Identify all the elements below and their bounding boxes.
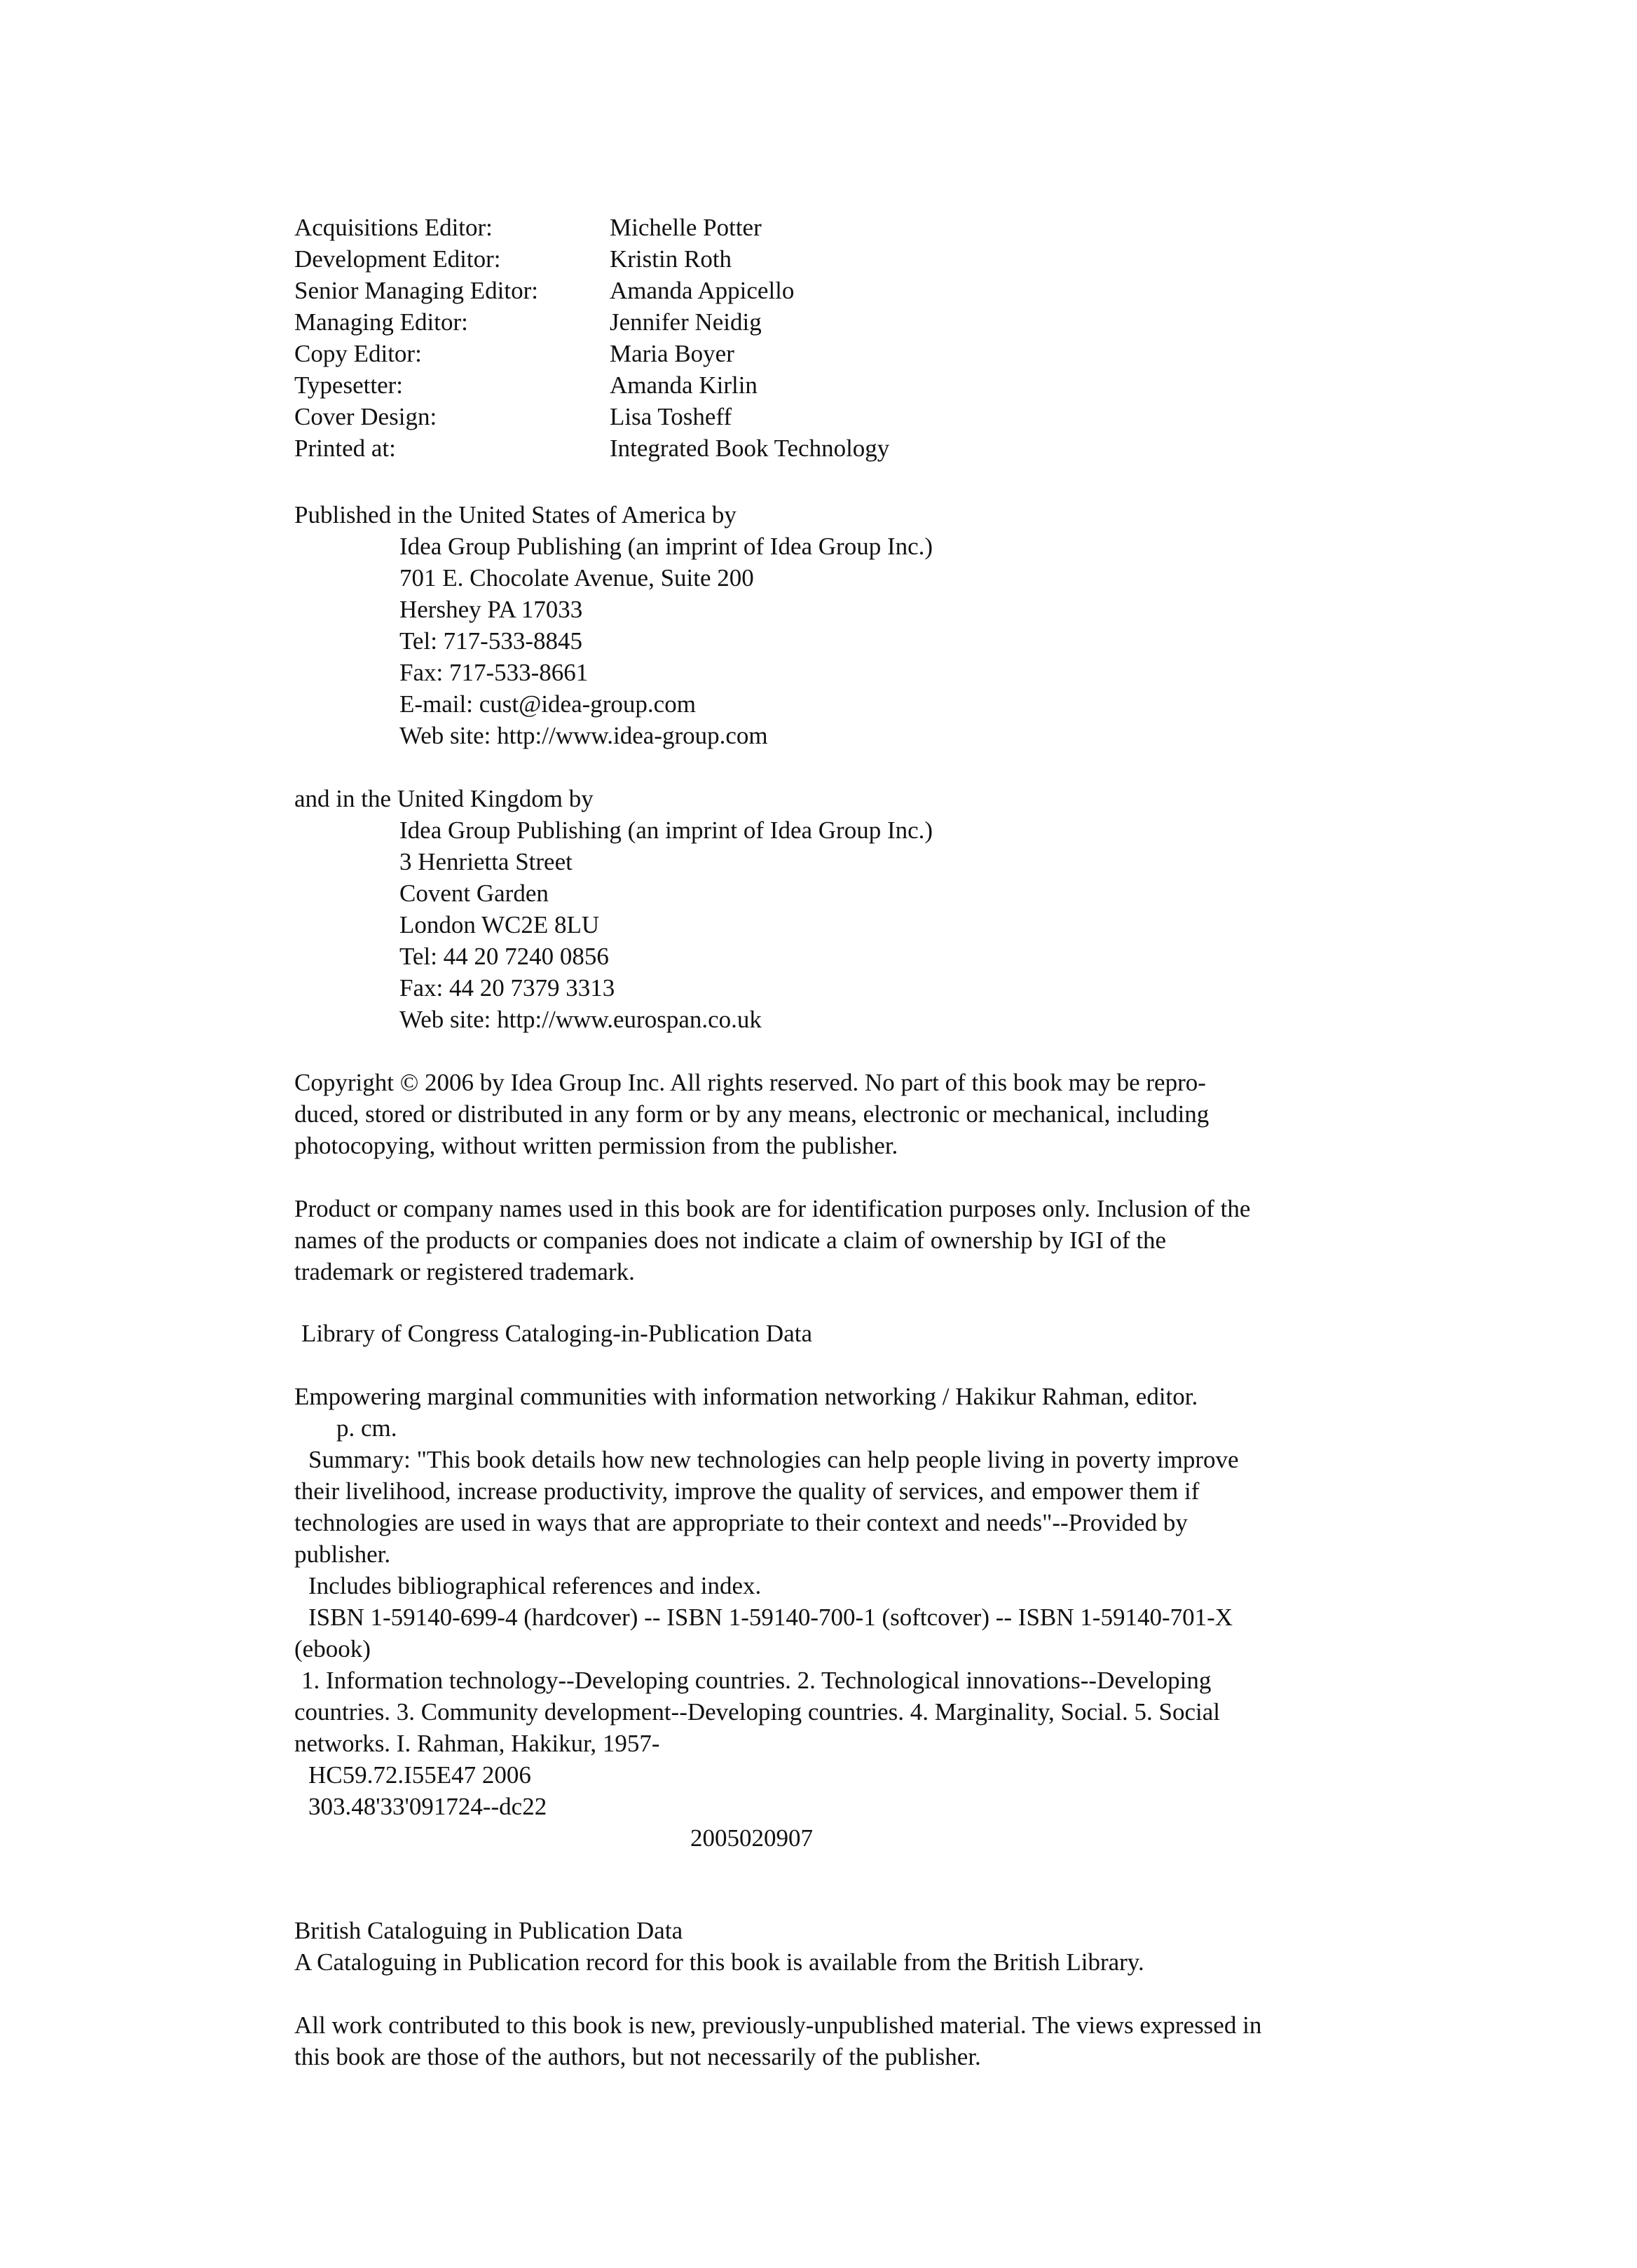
trademark-line: names of the products or companies does not indicate a claim of ownership by IGI of the <box>294 1227 1167 1254</box>
cip-lccn: 2005020907 <box>690 1824 813 1852</box>
credits-list <box>294 212 1359 464</box>
credit-role: Cover Design: <box>294 403 437 430</box>
uk-publisher-website: Web site: http://www.eurospan.co.uk <box>399 1006 762 1033</box>
credit-name: Maria Boyer <box>610 340 734 367</box>
trademark-line: trademark or registered trademark. <box>294 1258 635 1285</box>
uk-publisher-heading: and in the United Kingdom by <box>294 785 594 812</box>
closing-line: this book are those of the authors, but not necessarily of the publisher. <box>294 2043 981 2070</box>
cip-title-line: Empowering marginal communities with information networking / Hakikur Rahman, editor. <box>294 1383 1198 1410</box>
copyright-line: Copyright © 2006 by Idea Group Inc. All rights reserved. No part of this book may be repro- <box>294 1069 1206 1096</box>
us-publisher-heading: Published in the United States of America by <box>294 501 737 528</box>
credit-row <box>294 212 1359 243</box>
us-publisher-line: Idea Group Publishing (an imprint of Idea Group Inc.) <box>399 533 933 560</box>
credit-role: Printed at: <box>294 435 396 462</box>
credit-row <box>294 401 1359 432</box>
credit-name: Lisa Tosheff <box>610 403 732 430</box>
credit-role: Senior Managing Editor: <box>294 277 539 304</box>
loc-heading-block <box>294 1318 1359 1349</box>
trademark-line: Product or company names used in this book are for identification purposes only. Inclusion of the <box>294 1195 1251 1222</box>
credit-name: Jennifer Neidig <box>610 308 762 336</box>
credit-role: Typesetter: <box>294 371 403 399</box>
credit-name: Amanda Appicello <box>610 277 795 304</box>
uk-publisher-line: Tel: 44 20 7240 0856 <box>399 943 609 970</box>
closing-notice <box>294 2009 1359 2072</box>
us-publisher-website: Web site: http://www.idea-group.com <box>399 722 768 749</box>
cip-subject-line: networks. I. Rahman, Hakikur, 1957- <box>294 1730 660 1757</box>
credit-name: Amanda Kirlin <box>610 371 758 399</box>
credit-name: Michelle Potter <box>610 214 762 241</box>
trademark-notice <box>294 1193 1359 1287</box>
us-publisher-line: Tel: 717-533-8845 <box>399 627 582 655</box>
uk-publisher-line: Idea Group Publishing (an imprint of Idea Group Inc.) <box>399 817 933 844</box>
closing-line: All work contributed to this book is new, previously-unpublished material. The views expressed in <box>294 2011 1262 2039</box>
cip-call-number: HC59.72.I55E47 2006 <box>308 1761 531 1789</box>
british-cip-block <box>294 1915 1359 1978</box>
uk-publisher-line: Covent Garden <box>399 880 549 907</box>
us-publisher-line: Hershey PA 17033 <box>399 596 583 623</box>
copyright-line: photocopying, without written permission from the publisher. <box>294 1132 898 1159</box>
uk-publisher-line: Fax: 44 20 7379 3313 <box>399 974 615 1002</box>
credit-row <box>294 432 1359 464</box>
uk-publisher-block <box>294 783 1359 1035</box>
us-publisher-line: 701 E. Chocolate Avenue, Suite 200 <box>399 564 754 592</box>
copyright-notice <box>294 1067 1359 1161</box>
us-publisher-line: Fax: 717-533-8661 <box>399 659 589 686</box>
credit-role: Acquisitions Editor: <box>294 214 493 241</box>
cip-subject-line: countries. 3. Community development--Developing countries. 4. Marginality, Social. 5. Social <box>294 1698 1221 1726</box>
credit-name: Kristin Roth <box>610 245 732 273</box>
credit-row <box>294 306 1359 338</box>
copyright-line: duced, stored or distributed in any form or by any means, electronic or mechanical, including <box>294 1100 1210 1128</box>
cip-includes: Includes bibliographical references and index. <box>308 1572 762 1599</box>
british-cip-line: A Cataloguing in Publication record for this book is available from the British Library. <box>294 1948 1144 1976</box>
us-publisher-email: E-mail: cust@idea-group.com <box>399 690 696 718</box>
credit-row <box>294 369 1359 401</box>
uk-publisher-line: 3 Henrietta Street <box>399 848 573 875</box>
credit-row <box>294 275 1359 306</box>
credit-role: Managing Editor: <box>294 308 468 336</box>
credit-role: Development Editor: <box>294 245 501 273</box>
cip-isbn-line: ISBN 1-59140-699-4 (hardcover) -- ISBN 1-59140-700-1 (softcover) -- ISBN 1-59140-701-X <box>308 1604 1233 1631</box>
cip-subject-line: 1. Information technology--Developing countries. 2. Technological innovations--Developing <box>301 1667 1212 1694</box>
cip-isbn-line: (ebook) <box>294 1635 371 1662</box>
credit-row <box>294 243 1359 275</box>
cip-summary-line: Summary: "This book details how new technologies can help people living in poverty improve <box>308 1446 1239 1473</box>
loc-heading: Library of Congress Cataloging-in-Publication Data <box>301 1320 813 1347</box>
cip-summary-line: publisher. <box>294 1541 391 1568</box>
british-cip-heading: British Cataloguing in Publication Data <box>294 1917 683 1944</box>
cip-pages: p. cm. <box>336 1414 397 1442</box>
cip-summary-line: technologies are used in ways that are appropriate to their context and needs"--Provided by <box>294 1509 1188 1536</box>
cip-dewey: 303.48'33'091724--dc22 <box>308 1793 547 1820</box>
cip-summary-line: their livelihood, increase productivity, improve the quality of services, and empower them if <box>294 1477 1200 1505</box>
uk-publisher-line: London WC2E 8LU <box>399 911 600 938</box>
credit-name: Integrated Book Technology <box>610 435 890 462</box>
us-publisher-block <box>294 499 1359 751</box>
credit-role: Copy Editor: <box>294 340 422 367</box>
credit-row <box>294 338 1359 369</box>
cip-record <box>294 1381 1359 1854</box>
